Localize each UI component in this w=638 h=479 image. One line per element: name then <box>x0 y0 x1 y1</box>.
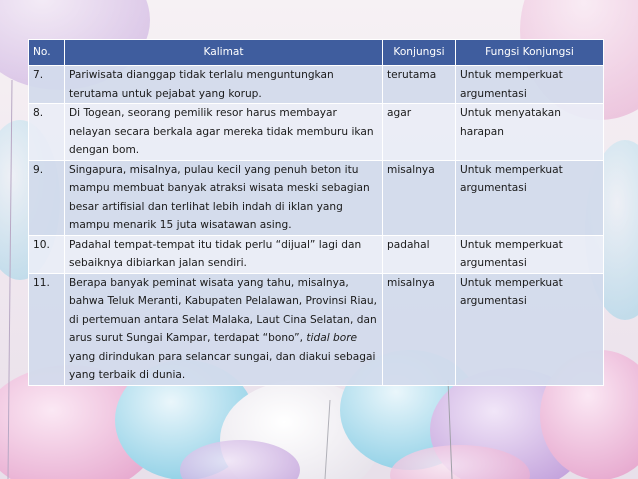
table-row <box>29 160 604 235</box>
row-fungsi: Untuk menyatakan harapan <box>456 104 604 161</box>
kalimat-part: yang dirindukan para selancar sungai, dan diakui sebagai yang terbaik di dunia. <box>69 350 376 381</box>
row-kalimat <box>65 273 383 385</box>
row-fungsi: Untuk memperkuat argumentasi <box>456 66 604 104</box>
row-no: 11. <box>29 273 65 385</box>
header-konjungsi: Konjungsi <box>383 40 456 66</box>
table-row <box>29 104 604 161</box>
table-header-row <box>29 40 604 66</box>
row-fungsi: Untuk memperkuat argumentasi <box>456 160 604 235</box>
row-no: 7. <box>29 66 65 104</box>
kalimat-italic-term: tidal bore <box>306 332 358 344</box>
row-fungsi: Untuk memperkuat argumentasi <box>456 273 604 385</box>
header-fungsi: Fungsi Konjungsi <box>456 40 604 66</box>
row-no: 10. <box>29 235 65 273</box>
row-konjungsi: misalnya <box>383 160 456 235</box>
row-fungsi: Untuk memperkuat argumentasi <box>456 235 604 273</box>
table-row <box>29 273 604 385</box>
konjungsi-table <box>28 39 604 386</box>
row-kalimat: Singapura, misalnya, pulau kecil yang penuh beton itu mampu membuat banyak atraksi wisata meski sebagian besar artifisial dan terlihat lebih indah di iklan yang mampu menarik 15 juta wisatawan asing. <box>65 160 383 235</box>
row-kalimat: Pariwisata dianggap tidak terlalu menguntungkan terutama untuk pejabat yang korup. <box>65 66 383 104</box>
header-no: No. <box>29 40 65 66</box>
kalimat-part: Berapa banyak peminat wisata yang tahu, misalnya, bahwa Teluk Meranti, Kabupaten Pelalawan, Provinsi Riau, di pertemuan antara Selat Malaka, Laut Cina Selatan, dan arus surut Sungai Kampar, terdapat “bono”, <box>69 276 377 344</box>
row-kalimat: Di Togean, seorang pemilik resor harus membayar nelayan secara berkala agar mereka tidak memburu ikan dengan bom. <box>65 104 383 161</box>
row-konjungsi: agar <box>383 104 456 161</box>
row-no: 8. <box>29 104 65 161</box>
row-konjungsi: misalnya <box>383 273 456 385</box>
row-konjungsi: terutama <box>383 66 456 104</box>
header-kalimat: Kalimat <box>65 40 383 66</box>
row-kalimat: Padahal tempat-tempat itu tidak perlu “dijual” lagi dan sebaiknya dibiarkan jalan sendiri. <box>65 235 383 273</box>
row-no: 9. <box>29 160 65 235</box>
table-row <box>29 235 604 273</box>
row-konjungsi: padahal <box>383 235 456 273</box>
table-row <box>29 66 604 104</box>
